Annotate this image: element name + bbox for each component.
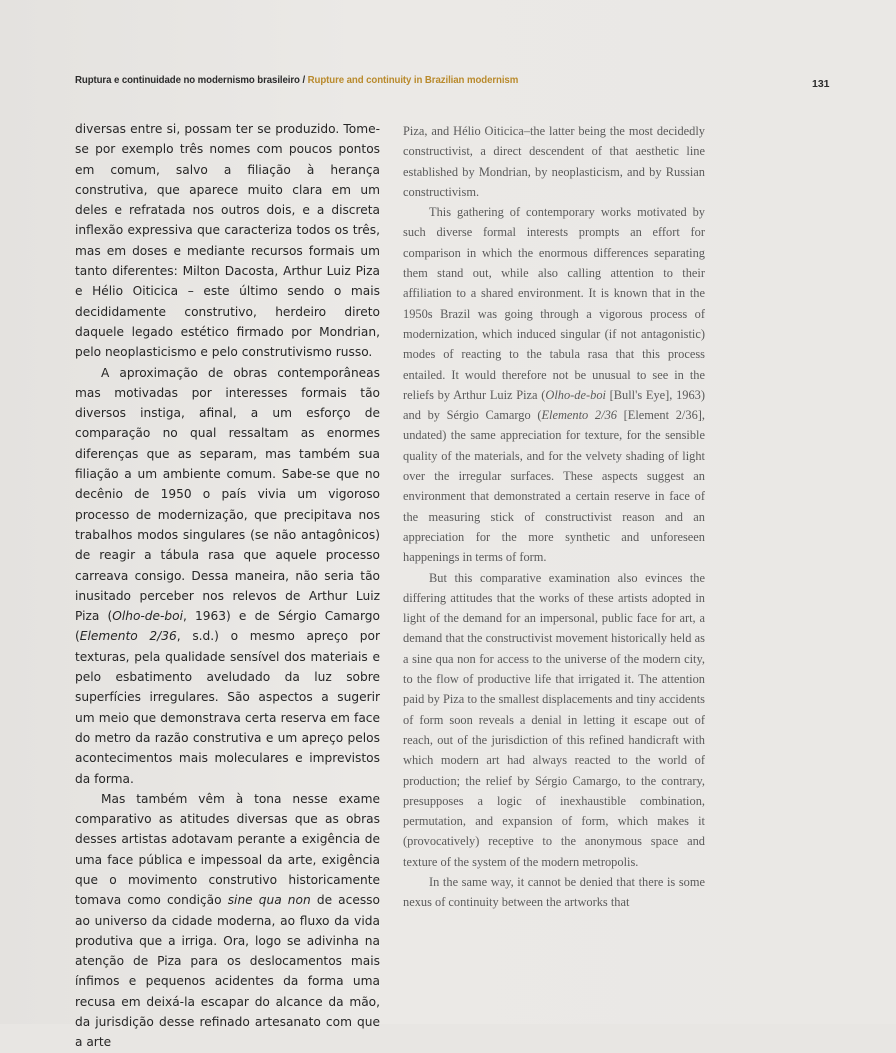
en-paragraph-1: Piza, and Hélio Oiticica–the latter being the most decidedly constructivist, a direct descendent of that aesthetic line established by Mondrian, by neoplasticism, and by Russian constructivism. <box>403 124 705 199</box>
latin-phrase: sine qua non <box>227 893 311 908</box>
artwork-title: Elemento 2/36 <box>541 408 617 423</box>
running-header <box>75 74 774 92</box>
en-paragraph-2: This gathering of contemporary works motivated by such diverse formal interests prompts an effort for comparison in which the enormous differences separating them stand out, while also calling attention to their affiliation to a shared environment. It is known that in the 1950s Brazil was going through a vigorous process of modernization, which induced singular (if not antagonistic) modes of reacting to the tabula rasa that this process entailed. It would therefore not be unusual to see in the reliefs by Arthur Luiz Piza (Olho-de-boi [Bull's Eye], 1963) and by Sérgio Camargo (Elemento 2/36 [Element 2/36], undated) the same appreciation for texture, for the sensible quality of the materials, and for the velvety shading of light over the irregular surfaces. These aspects suggest an environment that demonstrated a certain reserve in face of the measuring stick of constructivist reason and an appreciation for the more synthetic and unforeseen happenings in terms of form. <box>403 205 705 565</box>
pt-paragraph-3: Mas também vêm à tona nesse exame comparativo as atitudes diversas que as obras desses artistas adotavam perante a exigência de uma face pública e impessoal da arte, exigência que o movimento construtivo historicamente tomava como condição sine qua non de acesso ao universo da cidade moderna, ao fluxo da vida produtiva que a irriga. Ora, logo se adivinha na atenção de Piza para os deslocamentos mais ínfimos e pequenos acidentes da forma uma recusa em deixá-la escapar do alcance da mão, da jurisdição desse refinado artesanato com que a arte <box>75 791 380 1050</box>
artwork-title: Elemento 2/36 <box>79 629 177 644</box>
running-header-portuguese: Ruptura e continuidade no modernismo brasileiro <box>75 74 300 86</box>
portuguese-column <box>75 119 380 1053</box>
running-header-separator: / <box>299 74 308 86</box>
en-paragraph-3: But this comparative examination also evinces the differing attitudes that the works of these artists adopted in light of the demand for an impersonal, public face for art, a demand that the constructivist movement historically held as a sine qua non for access to the universe of the modern city, to the flow of productive life that irrigated it. The attention paid by Piza to the smallest displacements and tiny accidents of form soon reveals a denial in letting it escape out of reach, out of the jurisdiction of this refined handicraft with which modern art had always reacted to the world of production; the relief by Sérgio Camargo, to the contrary, presupposes a logic of inexhaustible combination, permutation, and expansion of form, which makes it (provocatively) receptive to the anonymous space and texture of the system of the modern metropolis. <box>403 570 705 869</box>
english-column <box>403 121 705 913</box>
page-number: 131 <box>812 78 830 90</box>
pt-paragraph-2: A aproximação de obras contemporâneas mas motivadas por interesses formais tão diversos instiga, afinal, a um esforço de comparação no qual ressaltam as enormes diferenças que as separam, mas também sua filiação a um ambiente comum. Sabe-se que no decênio de 1950 o país vivia um vigoroso processo de modernização, que precipitava nos trabalhos modos singulares (se não antagônicos) de reagir a tábula rasa que aquele processo carreava consigo. Dessa maneira, não seria tão inusitado perceber nos relevos de Arthur Luiz Piza (Olho-de-boi, 1963) e de Sérgio Camargo (Elemento 2/36, s.d.) o mesmo apreço por texturas, pela qualidade sensível dos materiais e pelo esbatimento aveludado da luz sobre superfícies irregulares. São aspectos a sugerir um meio que demonstrava certa reserva em face do metro da razão construtiva e um apreço pelos acontecimentos mais moleculares e imprevistos da forma. <box>75 365 380 786</box>
running-header-english: Rupture and continuity in Brazilian modernism <box>307 74 519 86</box>
artwork-title: Olho-de-boi <box>112 609 184 624</box>
en-paragraph-4: In the same way, it cannot be denied that there is some nexus of continuity between the artworks that <box>403 874 705 910</box>
artwork-title: Olho-de-boi <box>545 387 606 402</box>
pt-paragraph-1: diversas entre si, possam ter se produzido. Tome-se por exemplo três nomes com poucos pontos em comum, salvo a filiação à herança construtiva, que aparece muito clara em um deles e refratada nos outros dois, e a discreta inflexão expressiva que caracteriza todos os três, mas em doses e mediante recursos formais um tanto diferentes: Milton Dacosta, Arthur Luiz Piza e Hélio Oiticica – este último sendo o mais decididamente construtivo, herdeiro direto daquele legado estético firmado por Mondrian, pelo neoplasticismo e pelo construtivismo russo. <box>75 122 380 360</box>
